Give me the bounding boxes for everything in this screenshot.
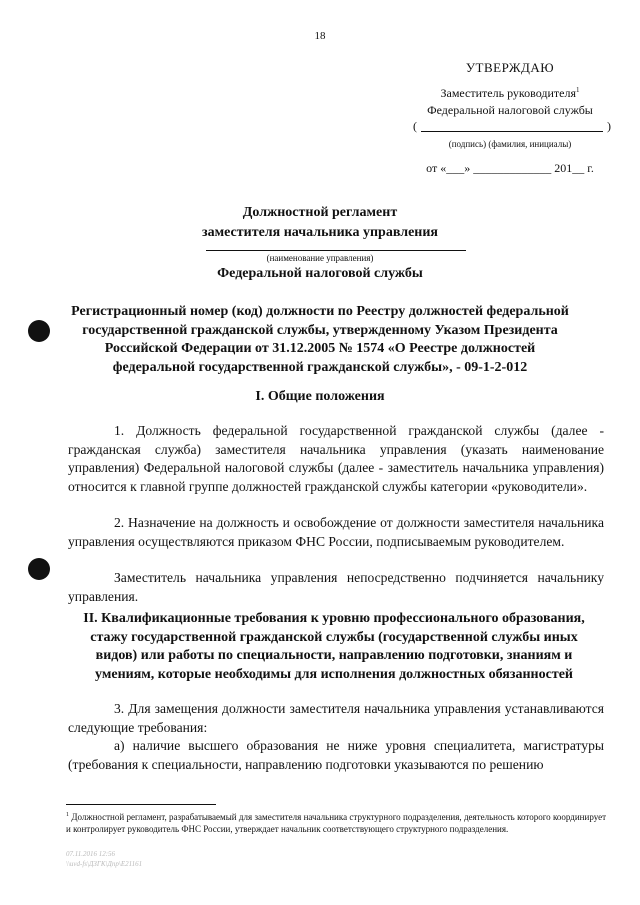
department-caption: (наименование управления) (266, 253, 374, 263)
paragraph-3: 3. Для замещения должности заместителя начальника управления устанавливаются следующие требования: (68, 701, 604, 735)
approval-date: от «___» _____________ 201__ г. (426, 161, 594, 175)
footnote-separator (66, 804, 216, 805)
faint-timestamp: 07.11.2016 12:56 (66, 850, 116, 858)
footnote-ref: 1 (576, 86, 580, 94)
paragraph-subordination: Заместитель начальника управления непосредственно подчиняется начальнику управления. (68, 570, 604, 604)
signature-line: ( ) (413, 119, 611, 133)
approval-title: УТВЕРЖДАЮ (465, 60, 555, 75)
paragraph-1: 1. Должность федеральной государственной гражданской службы (далее - гражданская служба) заместителя начальника управления (указать наименование управления) Федеральной налоговой службы (далее - заместитель начальника управления) относится к главной группе должностей гражданской службы категории «руководители». (68, 423, 604, 494)
paragraph-2: 2. Назначение на должность и освобождение от должности заместителя начальника управления осуществляются приказом ФНС России, подписываемым руководителем. (68, 515, 604, 549)
punch-hole (28, 320, 50, 342)
footnote: $^1$ Должностной регламент, разрабатываемый для заместителя начальника структурного подразделения, деятельность которого координирует и контролирует руководитель ФНС России, утверждает начальник соответствующего структурного подразделения. (66, 812, 607, 834)
document-subtitle: заместителя начальника управления (202, 225, 438, 240)
department-blank-line (206, 250, 466, 251)
paragraph-3a: а) наличие высшего образования не ниже уровня специалитета, магистратуры (требования к специальности, направлению подготовки указываются по решению (68, 738, 604, 772)
approval-organization: Федеральной налоговой службы (427, 103, 593, 117)
registration-number: Регистрационный номер (код) должности по Реестру должностей федеральной государственной гражданской службы, утвержденному Указом Президента Российской Федерации от 31.12.2005 № 1574 «О Реестре должностей федеральной государственной гражданской службы», - 09-1-2-012 (71, 304, 569, 375)
faint-filepath: \\uvd-fs\ДЗГК\Дпр\Е21161 (66, 860, 143, 868)
section-1-heading: I. Общие положения (255, 389, 385, 404)
document-title: Должностной регламент (242, 205, 398, 220)
approval-position: Заместитель руководителя$^1$ (440, 86, 580, 100)
signature-caption: (подпись) (фамилия, инициалы) (448, 139, 572, 149)
page-number: 18 (314, 30, 326, 42)
service-name: Федеральной налоговой службы (217, 266, 423, 281)
section-2-heading: II. Квалификационные требования к уровню профессионального образования, стажу государственной гражданской службы (государственной службы иных видов) или работы по специальности, направлению подготовки, знаниям и умениям, которые необходимы для исполнения должностных обязанностей (83, 611, 585, 682)
punch-hole (28, 558, 50, 580)
approval-block (405, 60, 615, 176)
